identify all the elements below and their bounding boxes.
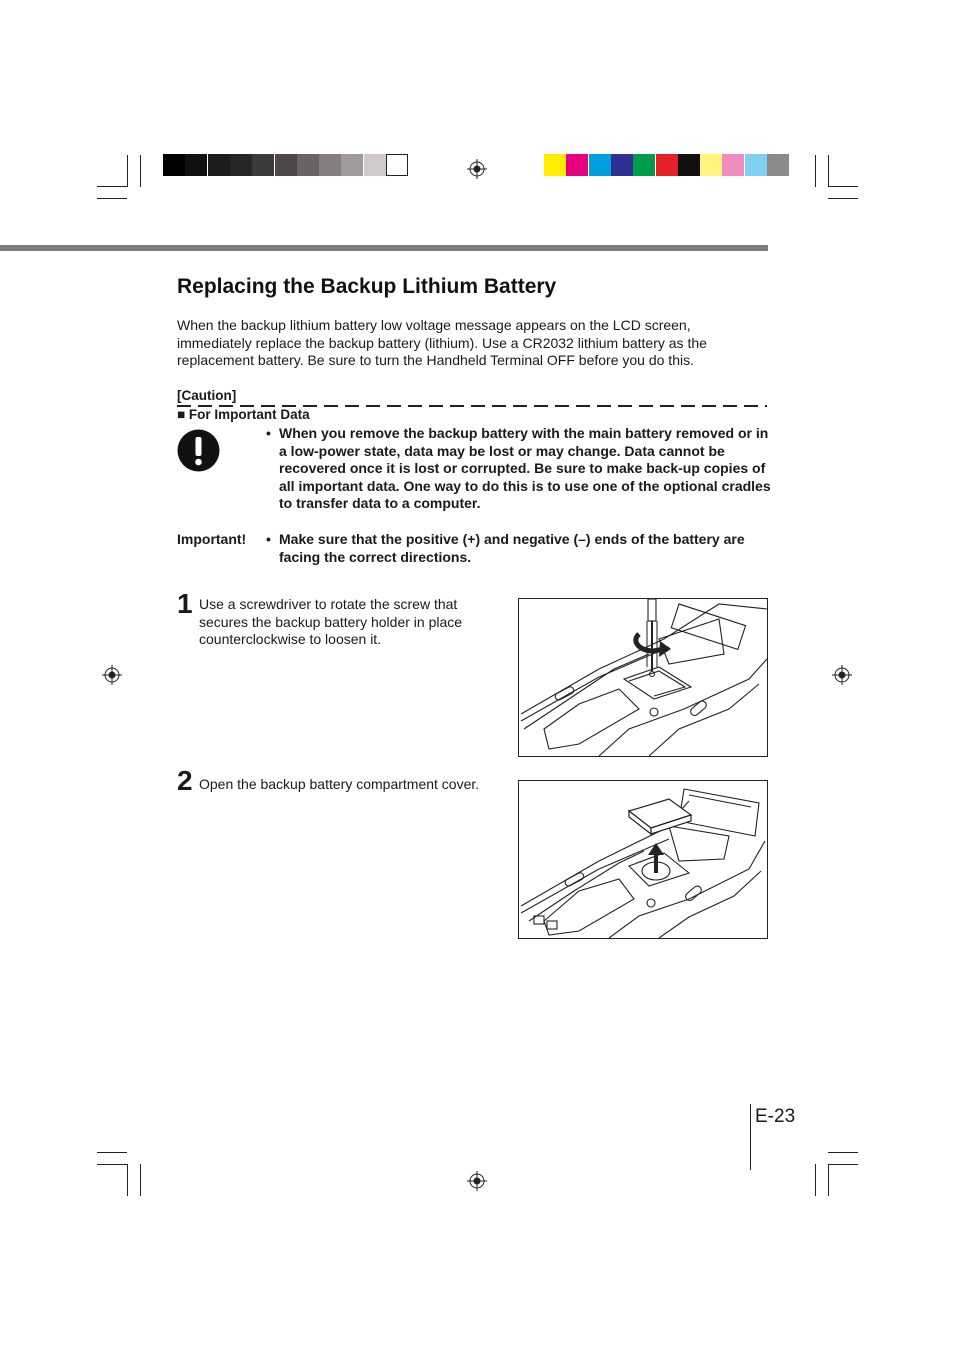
grayscale-swatch: [319, 154, 341, 176]
step-number: 1: [177, 588, 193, 619]
section-title: Replacing the Backup Lithium Battery: [177, 275, 557, 298]
crop-mark: [97, 198, 127, 199]
page-number-divider: [750, 1104, 751, 1170]
grayscale-swatch: [230, 154, 252, 176]
step-number: 2: [177, 765, 193, 796]
step-text: Open the backup battery compartment cover.: [199, 776, 480, 792]
bullet-marker: •: [266, 425, 271, 441]
crop-mark: [97, 1164, 127, 1165]
crop-mark: [828, 186, 858, 187]
grayscale-swatch: [341, 154, 363, 176]
grayscale-swatch: [275, 154, 297, 176]
color-swatch: [656, 154, 678, 176]
caution-subheading: ■ For Important Data: [177, 407, 310, 422]
intro-paragraph: When the backup lithium battery low voltage message appears on the LCD screen, immediately replace the backup battery (lithium). Use a CR2032 lithium battery as the replacement battery. Be sure to turn the Handheld Terminal OFF before you do this.: [177, 317, 707, 369]
bullet-marker: •: [266, 531, 271, 547]
crop-mark: [815, 155, 816, 187]
grayscale-swatch: [252, 154, 274, 176]
caution-label: [Caution]: [177, 388, 237, 403]
crop-mark: [828, 198, 858, 199]
step-text: Use a screwdriver to rotate the screw that secures the backup battery holder in place counterclockwise to loosen it.: [199, 596, 463, 648]
important-bullet-text: Make sure that the positive (+) and negative (–) ends of the battery are facing the correct directions.: [279, 531, 745, 565]
grayscale-swatch: [185, 154, 207, 176]
grayscale-swatch: [297, 154, 319, 176]
crop-mark: [828, 1164, 858, 1165]
crop-mark: [140, 155, 141, 187]
color-swatch: [745, 154, 767, 176]
color-swatch: [611, 154, 633, 176]
header-rule: [0, 245, 768, 251]
color-swatch: [678, 154, 700, 176]
step2-illustration: [518, 780, 768, 939]
grayscale-swatch: [364, 154, 386, 176]
grayscale-swatch: [208, 154, 230, 176]
crop-mark: [815, 1164, 816, 1196]
crop-mark: [127, 1164, 128, 1196]
step1-illustration: [518, 598, 768, 757]
handheld-terminal-screw-illustration: [519, 599, 767, 756]
color-swatch: [767, 154, 789, 176]
handheld-terminal-cover-illustration: [519, 781, 767, 938]
color-swatch: [566, 154, 588, 176]
page-number: E-23: [755, 1106, 796, 1127]
registration-target-icon: [467, 1171, 487, 1191]
color-swatch: [589, 154, 611, 176]
caution-bullet-text: When you remove the backup battery with the main battery removed or in a low-power state, data may be lost or may change. Data cannot be recovered once it is lost or corrupted. Be sure to make back-up copies of all important data. One way to do this is to use one of the optional cradles to transfer data to a computer.: [279, 425, 771, 512]
grayscale-swatch: [386, 154, 408, 176]
crop-mark: [140, 1164, 141, 1196]
important-label: Important!: [177, 531, 247, 547]
crop-mark: [97, 1152, 127, 1153]
registration-target-icon: [832, 665, 852, 685]
color-swatch: [722, 154, 744, 176]
color-swatch: [544, 154, 566, 176]
grayscale-swatch: [163, 154, 185, 176]
crop-mark: [828, 1152, 858, 1153]
color-swatch: [633, 154, 655, 176]
crop-mark: [828, 1164, 829, 1196]
color-swatch: [700, 154, 722, 176]
registration-target-icon: [102, 665, 122, 685]
crop-mark: [97, 186, 127, 187]
registration-target-icon: [467, 159, 487, 179]
crop-mark: [127, 155, 128, 187]
exclamation-circle-icon: [177, 429, 220, 472]
crop-mark: [828, 155, 829, 187]
